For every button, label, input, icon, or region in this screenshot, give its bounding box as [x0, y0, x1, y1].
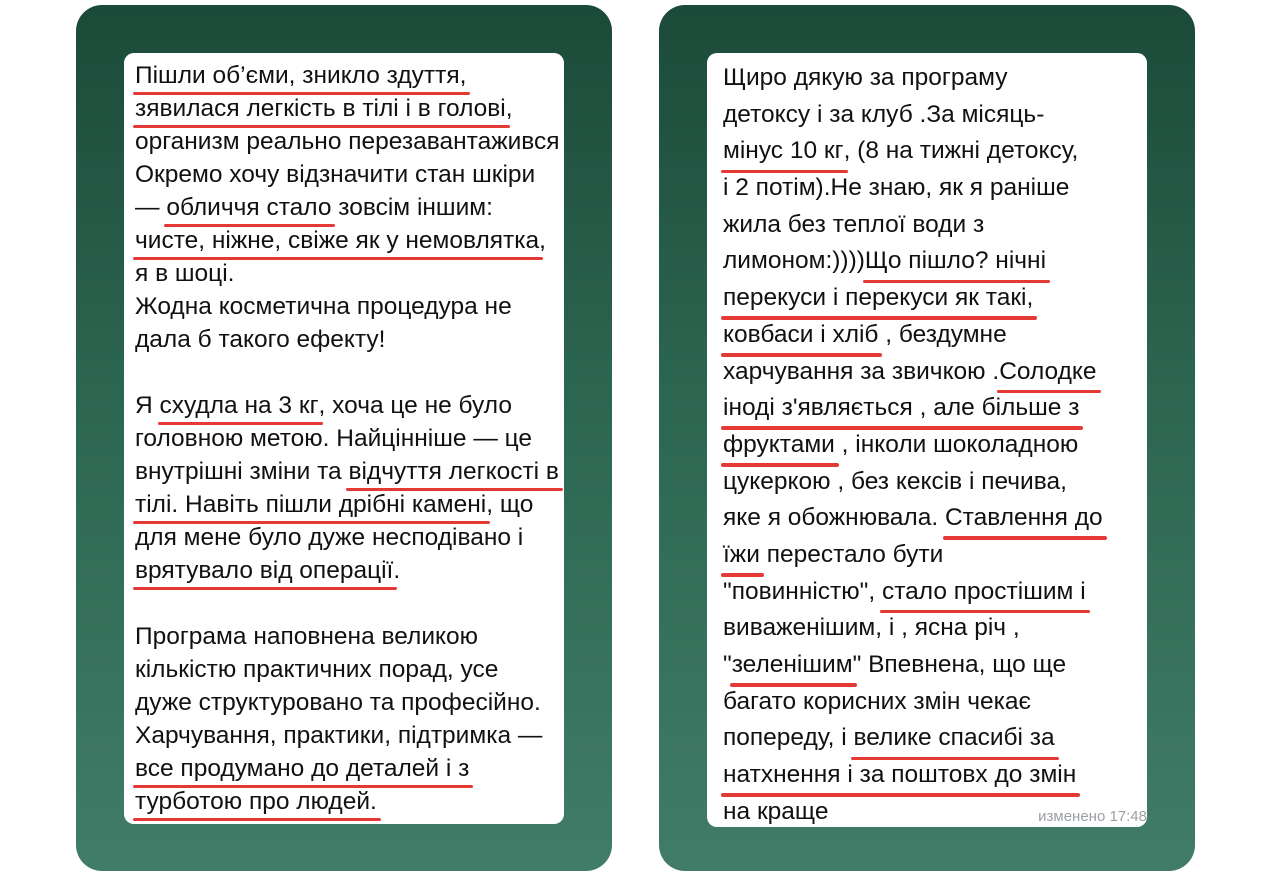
text-segment: головною метою. Найцінніше — це	[135, 425, 533, 452]
underlined-phrase: зявилася легкість в тілі і в голові	[135, 92, 506, 125]
text-segment: .	[393, 557, 401, 584]
left-message-text	[135, 59, 564, 818]
message-line	[723, 354, 1147, 391]
text-segment: ,	[539, 227, 546, 254]
underlined-phrase: Пішли об’єми, зникло здуття,	[135, 59, 466, 92]
message-line	[135, 455, 564, 488]
underlined-phrase: велике спасибі за	[853, 720, 1054, 757]
message-line	[135, 620, 564, 653]
message-line	[135, 125, 564, 158]
text-segment: Щиро дякую за програму	[723, 64, 1008, 91]
message-line	[135, 752, 564, 785]
text-segment: і 2 потім).Не знаю, як я раніше	[723, 174, 1070, 202]
underlined-phrase: турботою про людей.	[135, 785, 377, 818]
right-message-bubble	[707, 53, 1147, 827]
text-segment: Програма наповнена великою	[135, 623, 479, 650]
message-line	[723, 647, 1147, 684]
message-line	[135, 521, 564, 554]
message-line	[723, 537, 1147, 574]
message-line	[723, 464, 1147, 501]
text-segment: зовсім іншим:	[331, 194, 493, 221]
message-line	[135, 653, 564, 686]
message-line	[135, 158, 564, 191]
text-segment: Жодна косметична процедура не	[135, 293, 512, 320]
message-line	[135, 356, 564, 389]
message-line	[723, 317, 1147, 354]
message-line	[135, 719, 564, 752]
edited-timestamp: изменено 17:48	[1038, 808, 1147, 825]
underlined-phrase: врятувало від операції	[135, 554, 393, 587]
text-segment: Окремо хочу відзначити стан шкіри	[135, 161, 536, 188]
text-segment: для мене було дуже несподівано і	[135, 524, 524, 551]
underlined-phrase: все продумано до деталей і з	[135, 752, 469, 785]
underlined-phrase: зеленішим	[732, 647, 853, 684]
message-line	[135, 290, 564, 323]
text-segment: багато корисних змін чекає	[723, 687, 1032, 715]
underlined-phrase: обличчя стало	[166, 191, 331, 224]
text-segment: виваженішим, і , ясна річ ,	[723, 614, 1020, 642]
message-line	[135, 92, 564, 125]
message-line	[135, 554, 564, 587]
message-line	[723, 243, 1147, 280]
text-segment: , інколи шоколадною	[834, 430, 1079, 458]
text-segment: , хоча це не було	[318, 392, 512, 419]
text-segment: " Впевнена, що ще	[852, 651, 1067, 678]
underlined-phrase: стало простішим і	[882, 574, 1086, 611]
message-line	[135, 389, 564, 422]
text-segment: внутрішні зміни та	[135, 458, 349, 485]
text-segment: дала б такого ефекту!	[135, 326, 386, 353]
underlined-phrase: Солодке	[999, 354, 1096, 391]
left-review-panel	[76, 5, 612, 871]
message-line	[723, 427, 1147, 464]
message-line	[723, 684, 1147, 721]
text-segment: попереду, і	[723, 724, 854, 752]
text-segment: Харчування, практики, підтримка —	[135, 722, 543, 749]
underlined-phrase: іноді з'являється , але більше з	[723, 390, 1079, 427]
underlined-phrase: натхнення і за поштовх до змін	[723, 757, 1076, 794]
text-segment: перестало бути	[759, 540, 944, 568]
text-segment: "повинністю",	[723, 577, 882, 605]
message-line	[135, 686, 564, 719]
message-line	[723, 170, 1147, 207]
text-segment: Я	[135, 392, 160, 419]
underlined-phrase: фруктами	[723, 427, 835, 464]
message-line	[723, 97, 1147, 134]
text-segment: харчування за звичкою .	[723, 357, 1000, 385]
text-segment: , бездумне	[878, 320, 1007, 348]
message-line	[135, 191, 564, 224]
message-line	[135, 59, 564, 92]
left-message-bubble	[124, 53, 564, 824]
text-segment: цукеркою , без кексів і печива,	[723, 467, 1067, 495]
underlined-phrase: схудла на 3 кг	[160, 389, 319, 422]
message-line	[723, 757, 1147, 794]
right-review-panel	[659, 5, 1195, 871]
underlined-phrase: їжи	[723, 537, 760, 574]
text-segment: , що	[486, 491, 534, 518]
right-message-text	[723, 60, 1147, 827]
message-line	[135, 422, 564, 455]
text-segment: лимоном:))))	[723, 247, 865, 275]
text-segment: "	[723, 651, 732, 678]
message-line	[723, 390, 1147, 427]
message-line	[135, 785, 564, 818]
underlined-phrase: тілі. Навіть пішли дрібні камені	[135, 488, 486, 521]
message-line	[723, 207, 1147, 244]
message-line	[135, 257, 564, 290]
underlined-phrase: ковбаси і хліб	[723, 317, 878, 354]
message-line	[135, 587, 564, 620]
underlined-phrase: Ставлення до	[945, 500, 1103, 537]
message-line	[723, 574, 1147, 611]
underlined-phrase: перекуси і перекуси як такі,	[723, 280, 1033, 317]
underlined-phrase: на краще	[723, 794, 828, 827]
text-segment: жила без теплої води з	[723, 210, 985, 238]
underlined-phrase: мінус 10 кг	[723, 133, 844, 170]
message-line	[723, 500, 1147, 537]
text-segment: яке я обожнювала.	[723, 504, 945, 532]
message-line	[135, 488, 564, 521]
underlined-phrase: чисте, ніжне, свіже як у немовлятка	[135, 224, 539, 257]
underlined-phrase: Що пішло? нічні	[865, 243, 1046, 280]
message-line	[135, 323, 564, 356]
message-line	[723, 60, 1147, 97]
underlined-phrase: відчуття легкості в	[348, 455, 559, 488]
text-segment: организм реально перезавантажився	[135, 128, 560, 155]
text-segment: детоксу і за клуб .За місяць-	[723, 100, 1045, 128]
message-line	[723, 280, 1147, 317]
message-line	[723, 610, 1147, 647]
text-segment: кількістю практичних порад, усе	[135, 656, 499, 683]
text-segment: , (8 на тижні детоксу,	[843, 137, 1079, 165]
text-segment: дуже структуровано та професійно.	[135, 689, 541, 716]
message-line	[723, 720, 1147, 757]
text-segment: ,	[505, 95, 513, 122]
message-line	[135, 224, 564, 257]
message-line	[723, 133, 1147, 170]
text-segment: —	[135, 194, 167, 221]
text-segment: я в шоці.	[135, 260, 235, 287]
